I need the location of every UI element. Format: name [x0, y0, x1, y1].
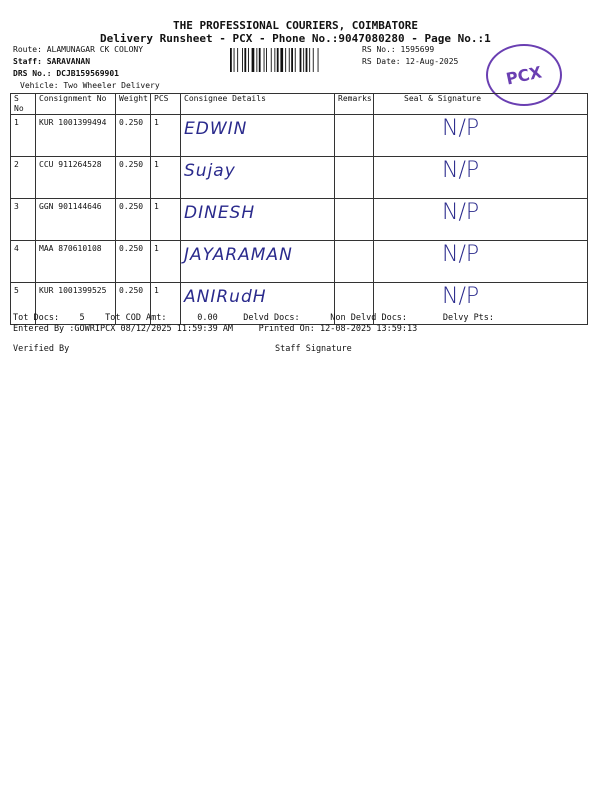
- row-consignment: GGN 901144646: [36, 199, 116, 241]
- table-row: [11, 157, 588, 199]
- row-pcs: 1: [151, 241, 181, 283]
- handwritten-name: ANIRudH: [184, 287, 267, 307]
- table-header-row: [11, 94, 588, 115]
- barcode-bar: [306, 48, 308, 72]
- company-title: THE PROFESSIONAL COURIERS, COIMBATORE: [173, 19, 419, 32]
- row-weight: 0.250: [116, 157, 151, 199]
- barcode-bar: [234, 48, 235, 72]
- handwritten-np: N/P: [442, 284, 480, 309]
- barcode-bar: [291, 48, 293, 72]
- runsheet-subtitle: Delivery Runsheet - PCX - Phone No.:9047080280 - Page No.:1: [100, 32, 491, 45]
- row-signature: [374, 115, 588, 157]
- row-consignee: [181, 157, 335, 199]
- barcode-bar: [244, 48, 246, 72]
- route-text: Route: ALAMUNAGAR CK COLONY: [13, 45, 144, 54]
- verified-by-label: Verified By: [13, 344, 70, 354]
- vehicle-text: Vehicle: Two Wheeler Delivery: [20, 81, 160, 90]
- row-signature: [374, 241, 588, 283]
- table-row: [11, 241, 588, 283]
- header-consignment: Consignment No: [36, 94, 116, 115]
- row-sno: 3: [11, 199, 36, 241]
- handwritten-name: JAYARAMAN: [184, 245, 293, 265]
- handwritten-name: EDWIN: [184, 119, 248, 139]
- row-pcs: 1: [151, 115, 181, 157]
- row-weight: 0.250: [116, 115, 151, 157]
- row-sno: 1: [11, 115, 36, 157]
- totals-line: Tot Docs: 5 Tot COD Amt: 0.00 Delvd Docs: Non Delvd Docs: Delvy Pts:: [13, 313, 495, 323]
- header-sno: S No: [11, 94, 36, 115]
- row-consignment: KUR 1001399494: [36, 115, 116, 157]
- row-sno: 2: [11, 157, 36, 199]
- row-consignee: [181, 241, 335, 283]
- handwritten-np: N/P: [442, 242, 480, 267]
- barcode-bar: [266, 48, 267, 72]
- row-remarks: [335, 241, 374, 283]
- barcode-bar: [256, 48, 257, 72]
- table-row: [11, 115, 588, 157]
- barcode-bar: [289, 48, 290, 72]
- handwritten-name: DINESH: [184, 203, 256, 223]
- handwritten-np: N/P: [442, 158, 480, 183]
- row-weight: 0.250: [116, 199, 151, 241]
- barcode-bar: [252, 48, 255, 72]
- row-signature: [374, 199, 588, 241]
- barcode-bar: [274, 48, 275, 72]
- barcode-bar: [237, 48, 238, 72]
- handwritten-name: Sujay: [184, 161, 236, 181]
- row-signature: [374, 157, 588, 199]
- row-consignee: [181, 115, 335, 157]
- barcode-bar: [313, 48, 314, 72]
- row-consignment: KUR 1001399525: [36, 283, 116, 325]
- header-signature: Seal & Signature: [374, 94, 588, 115]
- entered-by-line: Entered By :GOWRIPCX 08/12/2025 11:59:39 AM Printed On: 12-08-2025 13:59:13: [13, 324, 418, 334]
- staff-signature-label: Staff Signature: [275, 344, 352, 354]
- row-pcs: 1: [151, 199, 181, 241]
- consignment-table: [10, 93, 588, 325]
- barcode-bar: [271, 48, 272, 72]
- barcode-bar: [300, 48, 302, 72]
- barcode-bar: [309, 48, 310, 72]
- barcode-bar: [303, 48, 304, 72]
- handwritten-np: N/P: [442, 116, 480, 141]
- table-row: [11, 199, 588, 241]
- row-sno: 4: [11, 241, 36, 283]
- barcode: [230, 48, 352, 72]
- barcode-bar: [259, 48, 261, 72]
- barcode-bar: [295, 48, 296, 72]
- row-remarks: [335, 115, 374, 157]
- handwritten-np: N/P: [442, 200, 480, 225]
- barcode-bar: [277, 48, 279, 72]
- stamp-text: PCX: [504, 61, 544, 89]
- row-pcs: 1: [151, 283, 181, 325]
- barcode-bar: [280, 48, 283, 72]
- row-remarks: [335, 157, 374, 199]
- row-pcs: 1: [151, 157, 181, 199]
- rs-number: RS No.: 1595699: [362, 45, 435, 54]
- rs-date: RS Date: 12-Aug-2025: [362, 57, 459, 66]
- barcode-bar: [264, 48, 265, 72]
- row-consignment: MAA 870610108: [36, 241, 116, 283]
- barcode-bar: [230, 48, 232, 72]
- row-remarks: [335, 199, 374, 241]
- barcode-bar: [285, 48, 286, 72]
- staff-text: Staff: SARAVANAN: [13, 57, 91, 66]
- drs-text: DRS No.: DCJB159569901: [13, 69, 119, 78]
- row-consignee: [181, 199, 335, 241]
- barcode-bar: [248, 48, 249, 72]
- header-remarks: Remarks: [335, 94, 374, 115]
- row-sno: 5: [11, 283, 36, 325]
- header-pcs: PCS: [151, 94, 181, 115]
- row-weight: 0.250: [116, 241, 151, 283]
- row-consignment: CCU 911264528: [36, 157, 116, 199]
- header-consignee: Consignee Details: [181, 94, 335, 115]
- barcode-bar: [242, 48, 243, 72]
- barcode-bar: [318, 48, 319, 72]
- header-weight: Weight: [116, 94, 151, 115]
- row-weight: 0.250: [116, 283, 151, 325]
